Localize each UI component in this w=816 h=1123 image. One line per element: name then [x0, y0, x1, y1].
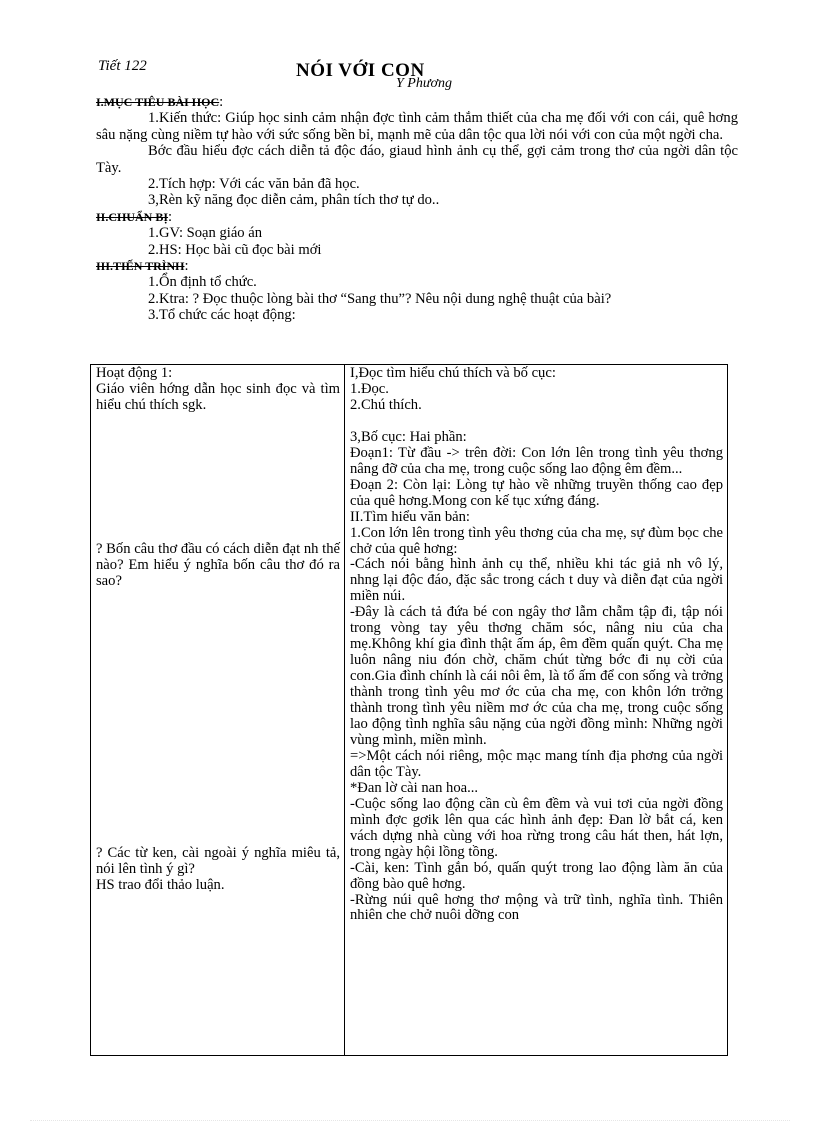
objective-knowledge: 1.Kiến thức: Giúp học sinh cảm nhận đợc tình cảm thắm thiết của cha mẹ đối với con cái, quê hơng sâu nặng cùng niềm tự hào với sức sống bền bỉ, mạnh mẽ của dân tộc qua lời nói với con của một ngời cha. — [96, 110, 738, 143]
preparation-item: 1.GV: Soạn giáo án — [148, 225, 263, 242]
question-opening-lines: ? Bốn câu thơ đầu có cách diễn đạt nh thế nào? Em hiểu ý nghĩa bốn câu thơ đó ra sao? — [96, 540, 340, 589]
procedure-item: 2.Ktra: ? Đọc thuộc lòng bài thơ “Sang thu”? Nêu nội dung nghệ thuật của bài? — [148, 290, 612, 307]
content-analysis-subheading: 1.Con lớn lên trong tình yêu thơng của cha mẹ, sự đùm bọc che chở của quê hơng: — [350, 524, 723, 557]
preparation-item: 2.HS: Học bài cũ đọc bài mới — [148, 241, 322, 258]
content-point: -Cách nói bằng hình ảnh cụ thể, nhiều khi tác giả nh vô lý, nhng lại độc đáo, đặc sắc trong cách t duy và diễn đạt của ngời miền núi. — [350, 556, 723, 605]
lesson-number: Tiết 122 — [98, 58, 147, 74]
content-point: -Rừng núi quê hơng thơ mộng và trữ tình, nghĩa tình. Thiên nhiên che chở nuôi dỡng con — [350, 891, 723, 924]
page-divider — [30, 1120, 790, 1121]
objective-skills: 3,Rèn kỹ năng đọc diễn cảm, phân tích thơ tự do.. — [148, 192, 440, 209]
section-procedure-heading: III.TIẾN TRÌNH: — [96, 258, 189, 275]
teacher-activities-cell — [91, 365, 345, 1056]
objective-integration: 2.Tích hợp: Với các văn bản đã học. — [148, 176, 360, 193]
content-reading-item: 1.Đọc. — [350, 380, 389, 397]
spacer — [96, 590, 340, 846]
content-annotation-item: 2.Chú thích. — [350, 396, 422, 413]
spacer — [350, 414, 723, 430]
spacer — [96, 414, 340, 542]
activity-description: Giáo viên hớng dẫn học sinh đọc và tìm hiểu chú thích sgk. — [96, 380, 340, 413]
content-analysis-heading: II.Tìm hiểu văn bản: — [350, 508, 470, 525]
procedure-item: 3.Tổ chức các hoạt động: — [148, 307, 296, 324]
content-point: -Cài, ken: Tình gắn bó, quấn quýt trong lao động làm ăn của đồng bào quê hơng. — [350, 859, 723, 892]
procedure-item: 1.Ổn định tổ chức. — [148, 274, 257, 291]
lesson-body — [96, 94, 738, 324]
section-preparation-heading: II.CHUẨN BỊ: — [96, 208, 173, 225]
content-structure: 3,Bố cục: Hai phần: — [350, 428, 467, 445]
student-note: HS trao đổi thảo luận. — [96, 876, 225, 893]
content-reading-heading: I,Đọc tìm hiểu chú thích và bố cục: — [350, 365, 556, 381]
poem-author: Y Phương — [396, 76, 452, 91]
content-part-two: Đoạn 2: Còn lại: Lòng tự hào về những truyền thống cao đẹp của quê hơng.Mong con kế tục xứng đáng. — [350, 476, 723, 509]
content-part-one: Đoạn1: Từ đầu -> trên đời: Con lớn lên trong tình yêu thơng nâng đỡ của cha mẹ, trong cuộc sống lao động êm đềm... — [350, 444, 723, 477]
content-conclusion: =>Một cách nói riêng, mộc mạc mang tính địa phơng của ngời dân tộc Tày. — [350, 747, 723, 780]
content-quote: *Đan lờ cài nan hoa... — [350, 779, 479, 796]
content-cell — [345, 365, 728, 1056]
activities-table — [90, 364, 728, 1056]
objective-first-step: Bớc đầu hiểu đợc cách diễn tả độc đáo, giaud hình ảnh cụ thể, gợi cảm trong thơ của ngời dân tộc Tày. — [96, 143, 738, 176]
table-row — [91, 365, 728, 1056]
poem-title: NÓI VỚI CON — [296, 60, 425, 81]
content-point: -Đây là cách tả đứa bé con ngây thơ lẫm chẫm tập đi, tập nói trong vòng tay yêu thơng chăm sóc, nâng niu của cha mẹ.Không khí gia đình thật ấm áp, êm đềm quấn quýt. Cha mẹ luôn nâng niu đón chờ, chăm chút từng bớc đi nụ cời của con.Gia đình chính là cái nôi êm, là tổ ấm để con sống và trởng thành trong tình yêu mơ ớc của cha mẹ, con khôn lớn trởng thành trong tình yêu niềm mơ ớc của cha mẹ, trong cuộc sống lao động tình nghĩa sâu nặng của ngời đồng mình: Những ngời vùng mình, miền mình. — [350, 604, 723, 748]
section-objectives-heading: I.MỤC TIÊU BÀI HỌC: — [96, 94, 224, 110]
question-ken-cai: ? Các từ ken, cài ngoài ý nghĩa miêu tả, nói lên tình ý gì? — [96, 844, 340, 877]
content-point: -Cuộc sống lao động cần cù êm đềm và vui tơi của ngời đồng mình đợc gơik lên qua các hình ảnh đẹp: Đan lờ bắt cá, ken vách dựng nhà cùng với hoa rừng trong câu hát then, hát lợn, trong ngày hội lồng tồng. — [350, 795, 723, 860]
activity-heading: Hoạt động 1: — [96, 365, 173, 381]
